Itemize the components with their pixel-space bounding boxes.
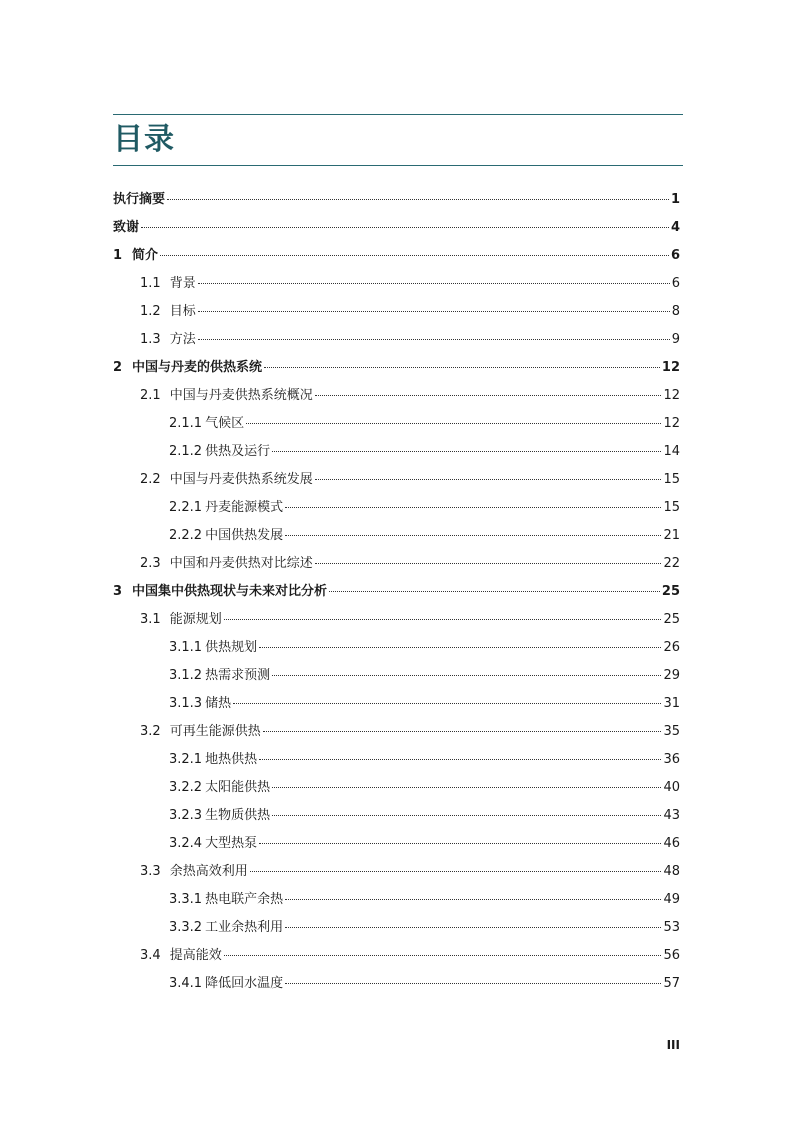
toc-dot-leader [259,749,661,760]
toc-entry-page: 26 [663,640,680,655]
toc-entry-number: 2.1.1 [169,416,203,431]
toc-entry[interactable] [113,774,680,802]
toc-entry-number: 3.3.1 [169,892,203,907]
toc-entry[interactable] [113,690,680,718]
toc-entry-label: 中国和丹麦供热对比综述 [169,556,313,571]
toc-entry-number: 1.1 [140,276,161,291]
toc-entry[interactable] [113,718,680,746]
toc-dot-leader [233,693,661,704]
toc-entry[interactable] [113,578,680,606]
toc-entry-number: 3.1.1 [169,640,203,655]
toc-dot-leader [272,777,661,788]
toc-dot-leader [246,413,661,424]
toc-entry-label: 储热 [205,696,232,711]
toc-entry-page: 48 [663,864,680,879]
toc-entry-page: 15 [663,500,680,515]
toc-dot-leader [285,889,661,900]
toc-dot-leader [198,301,670,312]
toc-entry[interactable] [113,270,680,298]
toc-entry-label: 能源规划 [169,612,222,627]
toc-dot-leader [285,525,661,536]
toc-dot-leader [160,245,669,256]
toc-entry[interactable] [113,914,680,942]
toc-entry-label: 中国供热发展 [205,528,284,543]
toc-dot-leader [315,385,662,396]
toc-entry-label: 致谢 [113,220,140,235]
toc-dot-leader [224,609,662,620]
toc-entry-page: 35 [663,724,680,739]
toc-entry-number: 3.2.3 [169,808,203,823]
toc-entry-label: 执行摘要 [113,192,166,207]
toc-entry-page: 6 [670,248,680,263]
toc-entry-label: 可再生能源供热 [169,724,261,739]
toc-entry[interactable] [113,802,680,830]
toc-entry[interactable] [113,214,680,242]
toc-entry[interactable] [113,662,680,690]
toc-dot-leader [259,637,661,648]
toc-entry-label: 提高能效 [169,948,222,963]
toc-entry-page: 6 [671,276,680,291]
toc-entry[interactable] [113,550,680,578]
toc-dot-leader [285,497,661,508]
toc-entry-page: 12 [663,416,680,431]
toc-entry[interactable] [113,186,680,214]
toc-dot-leader [198,273,670,284]
toc-entry-page: 25 [661,584,680,599]
toc-entry[interactable] [113,942,680,970]
toc-entry-number: 3.3 [140,864,161,879]
toc-entry-number: 3.2.2 [169,780,203,795]
toc-entry-label: 简介 [132,248,159,263]
toc-dot-leader [329,581,660,592]
toc-dot-leader [141,217,669,228]
toc-dot-leader [263,721,662,732]
toc-entry-page: 56 [663,948,680,963]
toc-entry-number: 2.3 [140,556,161,571]
toc-dot-leader [198,329,670,340]
toc-entry-number: 2.2 [140,472,161,487]
toc-entry-label: 地热供热 [205,752,258,767]
toc-entry-number: 2.1.2 [169,444,203,459]
toc-entry-page: 1 [670,192,680,207]
toc-dot-leader [259,833,661,844]
toc-entry-page: 22 [663,556,680,571]
toc-entry-label: 中国与丹麦供热系统概况 [169,388,313,403]
toc-entry-number: 1.3 [140,332,161,347]
toc-dot-leader [167,189,669,200]
toc-dot-leader [315,553,662,564]
toc-entry[interactable] [113,466,680,494]
toc-entry-number: 3 [113,584,123,599]
toc-entry-label: 热需求预测 [205,668,271,683]
toc-entry-label: 气候区 [205,416,245,431]
toc-entry[interactable] [113,438,680,466]
toc-entry[interactable] [113,830,680,858]
toc-entry-number: 3.2.1 [169,752,203,767]
toc-entry[interactable] [113,858,680,886]
toc-dot-leader [272,805,661,816]
toc-entry-label: 中国与丹麦供热系统发展 [169,472,313,487]
toc-dot-leader [285,917,661,928]
toc-entry-number: 2 [113,360,123,375]
toc-entry-label: 中国与丹麦的供热系统 [132,360,263,375]
toc-entry-label: 生物质供热 [205,808,271,823]
toc-entry-page: 43 [663,808,680,823]
toc-entry-page: 12 [663,388,680,403]
toc-entry-label: 供热规划 [205,640,258,655]
toc-entry-label: 供热及运行 [205,444,271,459]
toc-entry[interactable] [113,970,680,998]
toc-entry-number: 1.2 [140,304,161,319]
toc-entry[interactable] [113,746,680,774]
toc-entry-number: 3.2.4 [169,836,203,851]
toc-entry-page: 40 [663,780,680,795]
toc-entry-number: 2.2.2 [169,528,203,543]
toc-entry-page: 36 [663,752,680,767]
toc-entry[interactable] [113,634,680,662]
toc-entry[interactable] [113,606,680,634]
toc-entry-page: 57 [663,976,680,991]
toc-entry-number: 3.4.1 [169,976,203,991]
page-number: III [666,1038,680,1052]
toc-dot-leader [224,945,662,956]
toc-entry[interactable] [113,494,680,522]
toc-dot-leader [285,973,661,984]
toc-entry-number: 1 [113,248,123,263]
toc-dot-leader [250,861,662,872]
toc-entry-page: 14 [663,444,680,459]
toc-entry-page: 8 [671,304,680,319]
toc-entry[interactable] [113,410,680,438]
toc-dot-leader [264,357,660,368]
toc-entry-page: 21 [663,528,680,543]
toc-entry-label: 目标 [169,304,196,319]
toc-dot-leader [272,665,661,676]
toc-entry-page: 53 [663,920,680,935]
toc-entry-label: 方法 [169,332,196,347]
toc-entry[interactable] [113,354,680,382]
title-bottom-rule [113,165,683,166]
toc-entry-page: 29 [663,668,680,683]
toc-entry-number: 3.1.2 [169,668,203,683]
toc-entry-page: 31 [663,696,680,711]
toc-entry-label: 余热高效利用 [169,864,248,879]
toc-entry[interactable] [113,886,680,914]
toc-entry-number: 3.3.2 [169,920,203,935]
title-top-rule [113,114,683,115]
toc-entry-label: 背景 [169,276,196,291]
toc-entry-number: 2.2.1 [169,500,203,515]
toc-entry-page: 25 [663,612,680,627]
page-title: 目录 [113,122,175,157]
toc-entry-label: 热电联产余热 [205,892,284,907]
toc-entry-label: 降低回水温度 [205,976,284,991]
toc-entry-page: 49 [663,892,680,907]
toc-entry-page: 4 [670,220,680,235]
toc-entry[interactable] [113,382,680,410]
toc-entry[interactable] [113,522,680,550]
table-of-contents [113,186,680,998]
toc-entry-page: 15 [663,472,680,487]
toc-entry-number: 2.1 [140,388,161,403]
toc-entry-page: 9 [671,332,680,347]
toc-entry-number: 3.2 [140,724,161,739]
toc-entry-page: 12 [661,360,680,375]
toc-entry-label: 太阳能供热 [205,780,271,795]
toc-entry-number: 3.4 [140,948,161,963]
toc-entry-label: 大型热泵 [205,836,258,851]
toc-entry[interactable] [113,242,680,270]
toc-entry-page: 46 [663,836,680,851]
toc-dot-leader [272,441,661,452]
toc-entry-label: 丹麦能源模式 [205,500,284,515]
toc-entry-number: 3.1 [140,612,161,627]
toc-entry-number: 3.1.3 [169,696,203,711]
toc-entry[interactable] [113,298,680,326]
toc-entry-label: 中国集中供热现状与未来对比分析 [132,584,328,599]
toc-entry-label: 工业余热利用 [205,920,284,935]
toc-dot-leader [315,469,662,480]
toc-entry[interactable] [113,326,680,354]
